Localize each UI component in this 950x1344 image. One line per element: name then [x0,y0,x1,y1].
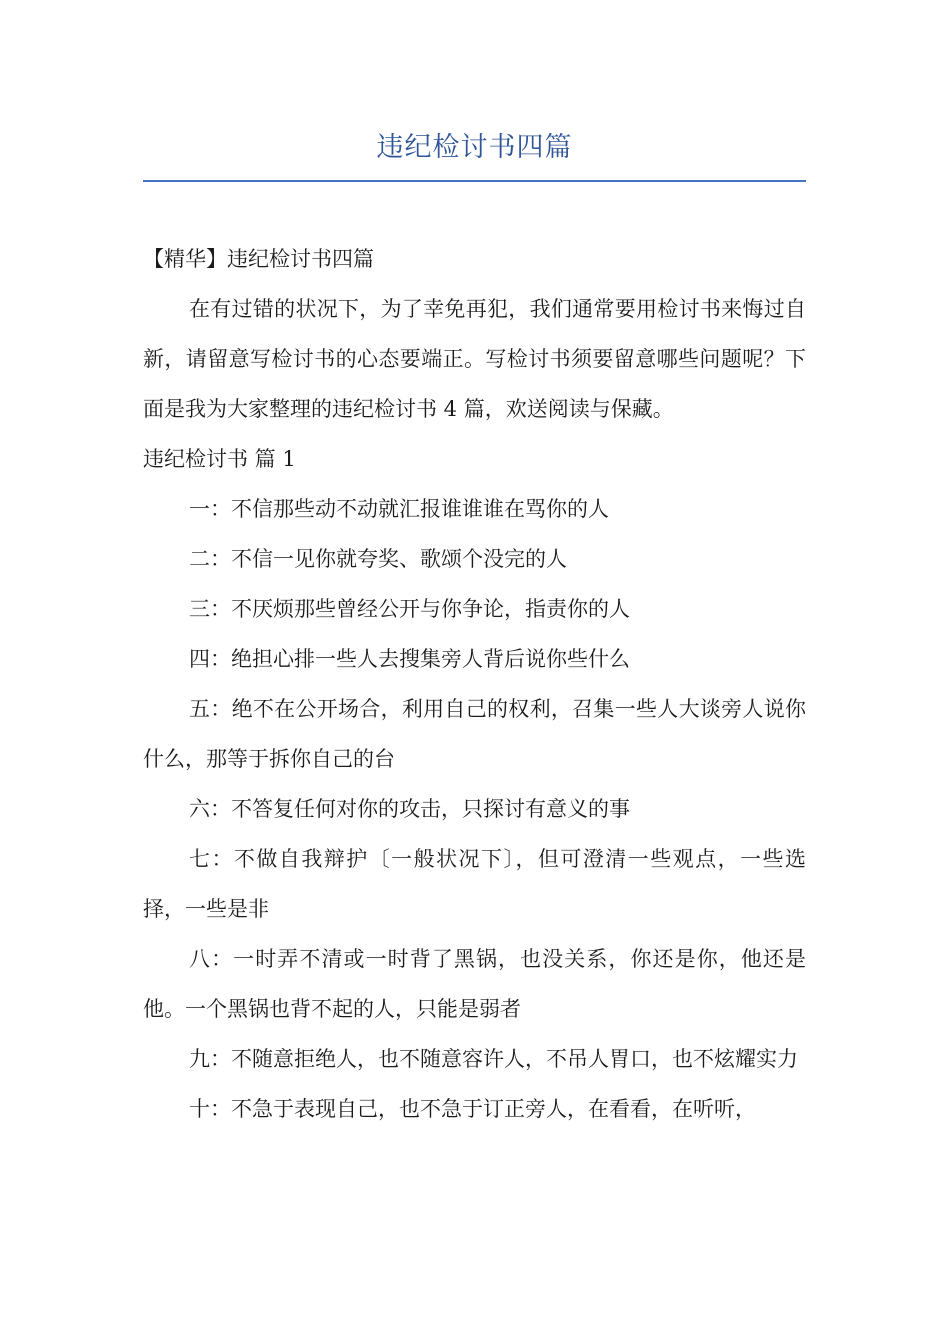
document-title: 违纪检讨书四篇 [376,132,573,163]
list-item: 九：不随意拒绝人，也不随意容许人，不吊人胃口，也不炫耀实力 [189,1047,798,1071]
paragraph-intro: 在有过错的状况下，为了幸免再犯，我们通常要用检讨书来悔过自新，请留意写检讨书的心态要端正。写检讨书须要留意哪些问题呢？下面是我为大家整理的违纪检讨书 4 篇，欢送阅读与保藏。 [143,297,806,421]
list-item: 二：不信一见你就夸奖、歌颂个没完的人 [189,547,567,571]
list-item: 四：绝担心排一些人去搜集旁人背后说你些什么 [189,647,630,671]
list-item: 三：不厌烦那些曾经公开与你争论，指责你的人 [189,597,630,621]
section-heading: 违纪检讨书 篇 1 [143,447,296,471]
document-body [143,234,806,1134]
list-item: 一：不信那些动不动就汇报谁谁谁在骂你的人 [189,497,609,521]
paragraph-heading: 【精华】违纪检讨书四篇 [143,247,374,271]
list-item: 五：绝不在公开场合，利用自己的权利，召集一些人大谈旁人说你什么，那等于拆你自己的台 [143,697,806,771]
list-item: 十：不急于表现自己，也不急于订正旁人，在看看，在听听， [189,1097,756,1121]
list-item: 七：不做自我辩护〔一般状况下〕，但可澄清一些观点，一些选择，一些是非 [143,847,806,921]
title-divider [143,180,806,182]
list-item: 六：不答复任何对你的攻击，只探讨有意义的事 [189,797,630,821]
list-item: 八：一时弄不清或一时背了黑锅，也没关系，你还是你，他还是他。一个黑锅也背不起的人，只能是弱者 [143,947,806,1021]
